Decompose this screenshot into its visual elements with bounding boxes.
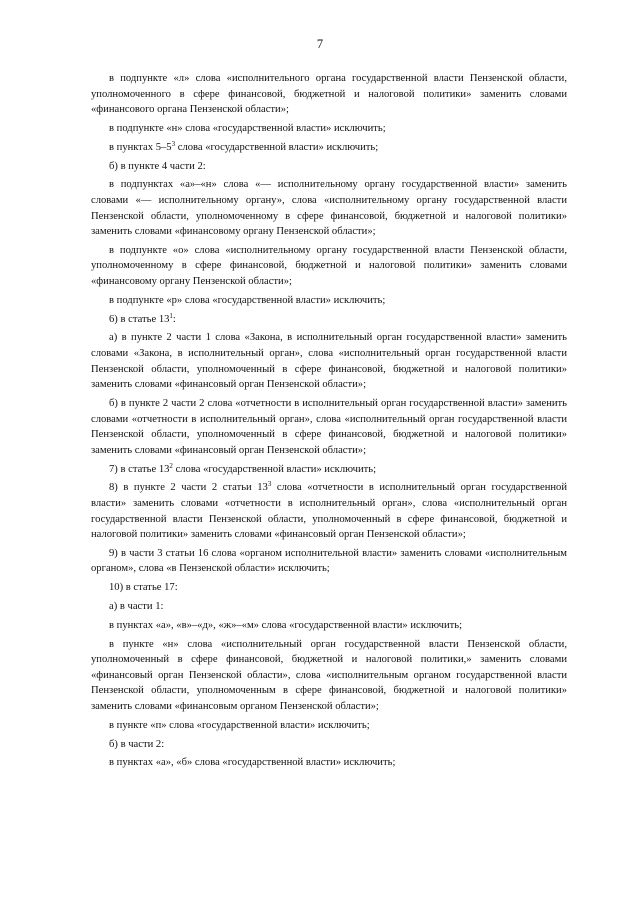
superscript: 1 xyxy=(169,311,173,320)
paragraph: в пункте «п» слова «государственной власти» исключить; xyxy=(109,719,370,731)
page-number: 7 xyxy=(316,37,324,51)
document-body xyxy=(91,71,567,774)
paragraph: в подпунктах «а»–«н» слова «— исполнительному органу государственной власти» заменить словами «— исполнительному органу», слова «исполнительному органу государственной власти Пензенской области, уполномоченному в сфере финансовой, бюджетной и налоговой политики» заменить словами «финансовому органу Пензенской области»; xyxy=(91,179,567,238)
paragraph: в подпункте «н» слова «государственной власти» исключить; xyxy=(109,122,386,134)
paragraph: а) в пункте 2 части 1 слова «Закона, в исполнительный орган государственной власти» заменить словами «Закона, в исполнительный орган», слова «исполнительный орган государственной власти Пензенской области, уполномоченный в сфере финансовой, бюджетной и налоговой политики» заменить словами «финансовый орган Пензенской области»; xyxy=(91,332,567,391)
paragraph: в пунктах $5-5^3$ слова «государственной власти» исключить; xyxy=(109,139,379,153)
paragraph: в подпункте «л» слова «исполнительного органа государственной власти Пензенской области, уполномоченного в сфере финансовой, бюджетной и налоговой политики» заменить словами «финансового органа Пензенской области»; xyxy=(91,73,567,116)
paragraph: 9) в части 3 статьи 16 слова «органом исполнительной власти» заменить словами «исполнительным органом», слова «в Пензенской области» исключить; xyxy=(91,547,567,575)
paragraph: в подпункте «р» слова «государственной власти» исключить; xyxy=(109,294,386,306)
paragraph: 7) в статье $13^2$ слова «государственной власти» исключить; xyxy=(109,461,377,475)
paragraph: а) в части 1: xyxy=(109,601,164,613)
paragraph: в пункте «н» слова «исполнительный орган государственной власти Пензенской области, уполномоченный в сфере финансовой, бюджетной и налоговой политики,» заменить словами «финансовый орган Пензенской области», слова «исполнительным органом государственной власти Пензенской области, уполномоченным в сфере финансовой, бюджетной и налоговой политики» заменить словами «финансовым органом Пензенской области»; xyxy=(91,638,567,712)
paragraph: б) в пункте 2 части 2 слова «отчетности в исполнительный орган государственной власти» заменить словами «отчетности в исполнительный орган», слова «исполнительный орган государственной власти Пензенской области, уполномоченный в сфере финансовой, бюджетной и налоговой политики» заменить словами «финансовый орган Пензенской области»; xyxy=(91,397,567,456)
paragraph: б) в части 2: xyxy=(109,738,165,750)
paragraph: 10) в статье 17: xyxy=(109,582,178,594)
paragraph: б) в пункте 4 части 2: xyxy=(109,160,206,172)
superscript: 3 xyxy=(171,139,176,148)
superscript: 2 xyxy=(169,461,173,470)
superscript: 3 xyxy=(267,480,272,489)
paragraph: 8) в пункте 2 части 2 статьи $13^3$ слова «отчетности в исполнительный орган государственной власти» заменить словами «отчетности в исполнительный орган», слова «исполнительный орган государственной власти Пензенской области, уполномоченный в сфере финансовой, бюджетной и налоговой политики» заменить словами «финансовый орган Пензенской области»; xyxy=(91,480,567,541)
paragraph: в подпункте «о» слова «исполнительному органу государственной власти Пензенской области, уполномоченному в сфере финансовой, бюджетной и налоговой политики» заменить словами «финансовому органу Пензенской области»; xyxy=(91,244,567,288)
paragraph: 6) в статье $13^1$: xyxy=(109,311,176,325)
paragraph: в пунктах «а», «в»–«д», «ж»–«м» слова «государственной власти» исключить; xyxy=(109,619,463,631)
paragraph: в пунктах «а», «б» слова «государственной власти» исключить; xyxy=(109,757,396,769)
